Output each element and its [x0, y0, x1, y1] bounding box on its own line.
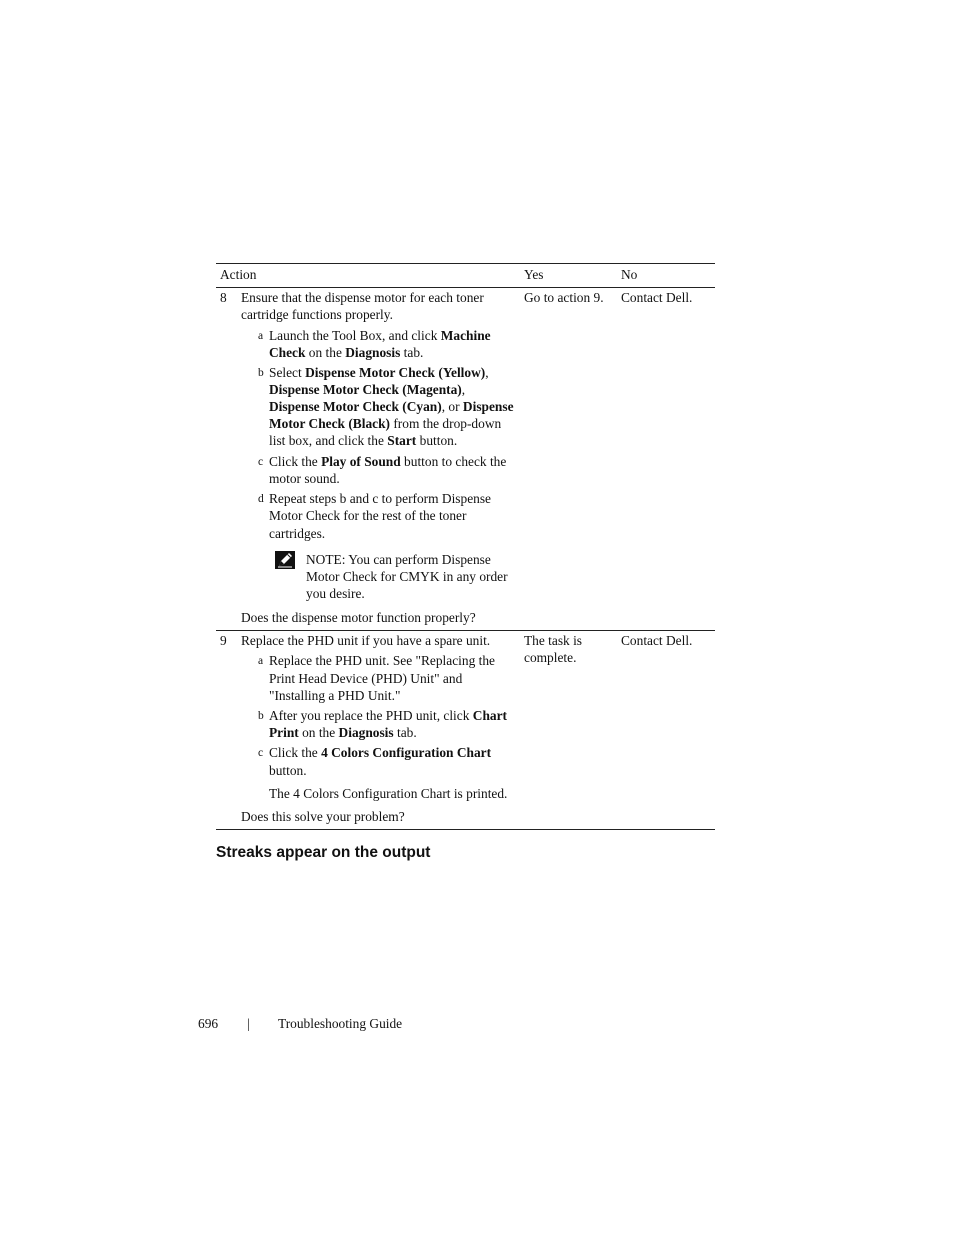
step-line: Replace the PHD unit. See "Replacing the — [269, 653, 495, 668]
row-number: 9 — [220, 633, 227, 648]
yes-cell: The task is — [524, 633, 583, 648]
step-line: Motor Check (Black) from the drop-down — [269, 416, 502, 431]
header-yes: Yes — [524, 267, 544, 282]
row-intro-line: Ensure that the dispense motor for each toner — [241, 290, 484, 305]
step-line: Launch the Tool Box, and click Machine — [269, 328, 491, 343]
step-letter: d — [258, 493, 264, 505]
step-line: After you replace the PHD unit, click Chart — [269, 708, 507, 723]
step-line: Dispense Motor Check (Magenta), — [269, 382, 466, 397]
step-result: The 4 Colors Configuration Chart is printed. — [269, 786, 508, 801]
note-line: NOTE: You can perform Dispense — [306, 552, 491, 567]
yes-cell: Go to action 9. — [524, 290, 604, 305]
yes-cell: complete. — [524, 650, 577, 665]
step-line: cartridges. — [269, 526, 326, 541]
row-intro-line: Replace the PHD unit if you have a spare unit. — [241, 633, 491, 648]
step-line: "Installing a PHD Unit." — [269, 688, 401, 703]
step-line: Motor Check for the rest of the toner — [269, 508, 467, 523]
note-pencil-icon — [275, 551, 295, 569]
footer-title: Troubleshooting Guide — [278, 1016, 403, 1031]
row-question: Does this solve your problem? — [241, 809, 405, 824]
step-line: Select Dispense Motor Check (Yellow), — [269, 365, 489, 380]
header-rule — [216, 287, 715, 288]
row-rule — [216, 630, 715, 631]
step-letter: c — [258, 456, 264, 468]
step-letter: a — [258, 330, 264, 342]
step-line: motor sound. — [269, 471, 340, 486]
note-line: Motor Check for CMYK in any order — [306, 569, 508, 584]
step-line: Print on the Diagnosis tab. — [269, 725, 417, 740]
step-line: Print Head Device (PHD) Unit" and — [269, 671, 463, 686]
row-number: 8 — [220, 290, 227, 305]
step-line: Dispense Motor Check (Cyan), or Dispense — [269, 399, 514, 414]
no-cell: Contact Dell. — [621, 290, 693, 305]
note-line: you desire. — [306, 586, 365, 601]
step-line: Check on the Diagnosis tab. — [269, 345, 424, 360]
step-letter: b — [258, 710, 264, 722]
step-line: list box, and click the Start button. — [269, 433, 458, 448]
step-letter: c — [258, 747, 264, 759]
row-intro-line: cartridge functions properly. — [241, 307, 393, 322]
step-line: Click the 4 Colors Configuration Chart — [269, 745, 492, 760]
step-line: button. — [269, 763, 307, 778]
no-cell: Contact Dell. — [621, 633, 693, 648]
section-heading: Streaks appear on the output — [216, 844, 431, 861]
footer-separator: | — [247, 1016, 250, 1031]
header-no: No — [621, 267, 638, 282]
table-bottom-rule — [216, 829, 715, 830]
header-action: Action — [220, 267, 257, 282]
table-top-rule — [216, 263, 715, 264]
step-line: Click the Play of Sound button to check the — [269, 454, 507, 469]
step-letter: b — [258, 367, 264, 379]
page-number: 696 — [198, 1016, 219, 1031]
step-letter: a — [258, 655, 264, 667]
row-question: Does the dispense motor function properly? — [241, 610, 476, 625]
step-line: Repeat steps b and c to perform Dispense — [269, 491, 491, 506]
